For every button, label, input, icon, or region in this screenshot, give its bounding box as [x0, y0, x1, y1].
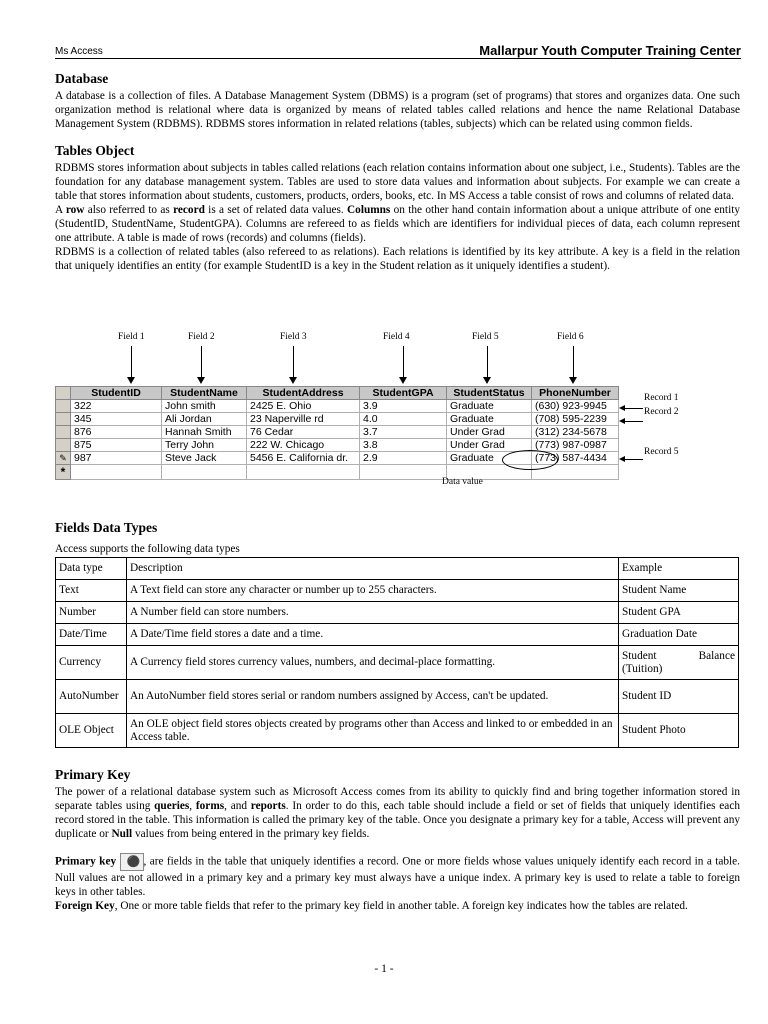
header-title: Mallarpur Youth Computer Training Center: [479, 43, 741, 58]
table-row: Currency A Currency field stores currency values, numbers, and decimal-place formatting. Student Balance (Tuition): [56, 646, 739, 680]
field-arrow-4: [403, 346, 404, 382]
table-row: ✎ 987 Steve Jack 5456 E. California dr. 2.9 Graduate (773) 587-4434: [56, 452, 619, 465]
student-table-figure: [55, 330, 745, 495]
tables-paragraph-3: RDBMS is a collection of related tables (also refereed to as relations). Each relations is identified by its key attribute. A key is a field in the relation that uniquely identifies an entity (for example StudentID is a key in the Student relation as it uniquely identifies a student).: [55, 246, 740, 272]
field-types-section: [55, 520, 740, 748]
table-row: Date/Time A Date/Time field stores a date and a time. Graduation Date: [56, 624, 739, 646]
field-types-heading: Fields Data Types: [55, 520, 158, 535]
primary-key-heading: Primary Key: [55, 767, 131, 782]
table-row: AutoNumber An AutoNumber field stores serial or random numbers assigned by Access, can't be updated. Student ID: [56, 680, 739, 714]
field-label-2: Field 2: [188, 332, 215, 342]
tables-section: [55, 143, 740, 273]
field-types-table: [55, 557, 739, 748]
table-row: 322 John smith 2425 E. Ohio 3.9 Graduate (630) 923-9945: [56, 400, 619, 413]
primary-key-icon: ⚫: [120, 853, 144, 871]
record-5-arrow: [621, 459, 643, 460]
col-studentname: StudentName: [162, 387, 247, 400]
primary-key-paragraph-2: Primary key ⚫ , are fields in the table that uniquely identifies a record. One or more fields whose values uniquely identify each record in a table. Null values are not allowed in a primary key and a primary key must always have a unique index. A primary key is used to relate a table to foreign keys in other tables.: [55, 853, 740, 899]
col-studentid: StudentID: [71, 387, 162, 400]
table-row: Number A Number field can store numbers. Student GPA: [56, 602, 739, 624]
edit-pencil-icon: ✎: [56, 452, 71, 465]
table-row: OLE Object An OLE object field stores objects created by programs other than Access and linked to or embedded in an Access table. Student Photo: [56, 714, 739, 748]
field-arrow-6: [573, 346, 574, 382]
new-record-asterisk-icon: *: [56, 465, 71, 480]
header-rule: [55, 58, 741, 59]
record-2-arrow: [621, 421, 643, 422]
tables-paragraph-2: A row also referred to as record is a set of related data values. Columns on the other hand contain information about a unique attribute of one entity (StudentID, StudentName, StudentGPA). Columns are refereed to as fields which are identifiers for individual pieces of data, each column represent one attribute. A table is made of rows (records) and columns (fields).: [55, 204, 741, 244]
page-number: - 1 -: [374, 963, 394, 975]
th-example: Example: [619, 558, 739, 580]
table-row: Text A Text field can store any character or number up to 255 characters. Student Name: [56, 580, 739, 602]
col-studentaddress: StudentAddress: [247, 387, 360, 400]
col-phonenumber: PhoneNumber: [532, 387, 619, 400]
record-label-2: Record 2: [644, 407, 679, 417]
intro-content: [55, 71, 740, 285]
database-section: [55, 71, 740, 131]
database-paragraph: A database is a collection of files. A Database Management System (DBMS) is a program (set of programs) that stores and organizes data. One such organization method is relational where data is organized by means of related tables called relations and hence the name Relational Database Management System (RDBMS). RDBMS stores information in related relations (tables, subjects) which can be related using common fields.: [55, 90, 740, 130]
data-value-highlight: [502, 450, 558, 470]
col-studentstatus: StudentStatus: [447, 387, 532, 400]
primary-key-section: [55, 767, 740, 913]
field-arrow-5: [487, 346, 488, 382]
foreign-key-paragraph: Foreign Key, One or more table fields that refer to the primary key field in another table. A foreign key indicates how the tables are related.: [55, 900, 688, 912]
field-label-6: Field 6: [557, 332, 584, 342]
table-row: 876 Hannah Smith 76 Cedar 3.7 Under Grad (312) 234-5678: [56, 426, 619, 439]
header-left: Ms Access: [55, 46, 103, 57]
field-label-1: Field 1: [118, 332, 145, 342]
record-1-arrow: [621, 408, 643, 409]
record-label-1: Record 1: [644, 393, 679, 403]
field-types-intro: Access supports the following data types: [55, 543, 240, 555]
data-value-label: Data value: [442, 477, 483, 487]
field-label-3: Field 3: [280, 332, 307, 342]
th-data-type: Data type: [56, 558, 127, 580]
field-label-4: Field 4: [383, 332, 410, 342]
field-arrow-1: [131, 346, 132, 382]
table-row: 345 Ali Jordan 23 Naperville rd 4.0 Graduate (708) 595-2239: [56, 413, 619, 426]
record-label-5: Record 5: [644, 447, 679, 457]
th-description: Description: [127, 558, 619, 580]
field-arrow-2: [201, 346, 202, 382]
primary-key-paragraph-1: The power of a relational database system such as Microsoft Access comes from its ability to quickly find and bring together information stored in separate tables using queries, forms, and reports. In order to do this, each table should include a field or set of fields that uniquely identifies each record stored in the table. This information is called the primary key of the table. Once you designate a primary key for a table, Access will prevent any duplicate or Null values from being entered in the primary key fields.: [55, 786, 740, 840]
table-row: 875 Terry John 222 W. Chicago 3.8 Under Grad (773) 987-0987: [56, 439, 619, 452]
col-studentgpa: StudentGPA: [360, 387, 447, 400]
tables-paragraph-1: RDBMS stores information about subjects in tables called relations (each relation contains information about one subject, i.e., Students). Tables are the foundation for any database management system. Tables are used to store data values and information about subjects. For example we can create a table that stores information about students, customers, products, orders, books, etc. In MS Access a table consist of rows and columns of related data.: [55, 162, 740, 202]
field-label-5: Field 5: [472, 332, 499, 342]
field-arrow-3: [293, 346, 294, 382]
tables-heading: Tables Object: [55, 143, 135, 158]
database-heading: Database: [55, 71, 109, 86]
corner-cell: [56, 387, 71, 400]
